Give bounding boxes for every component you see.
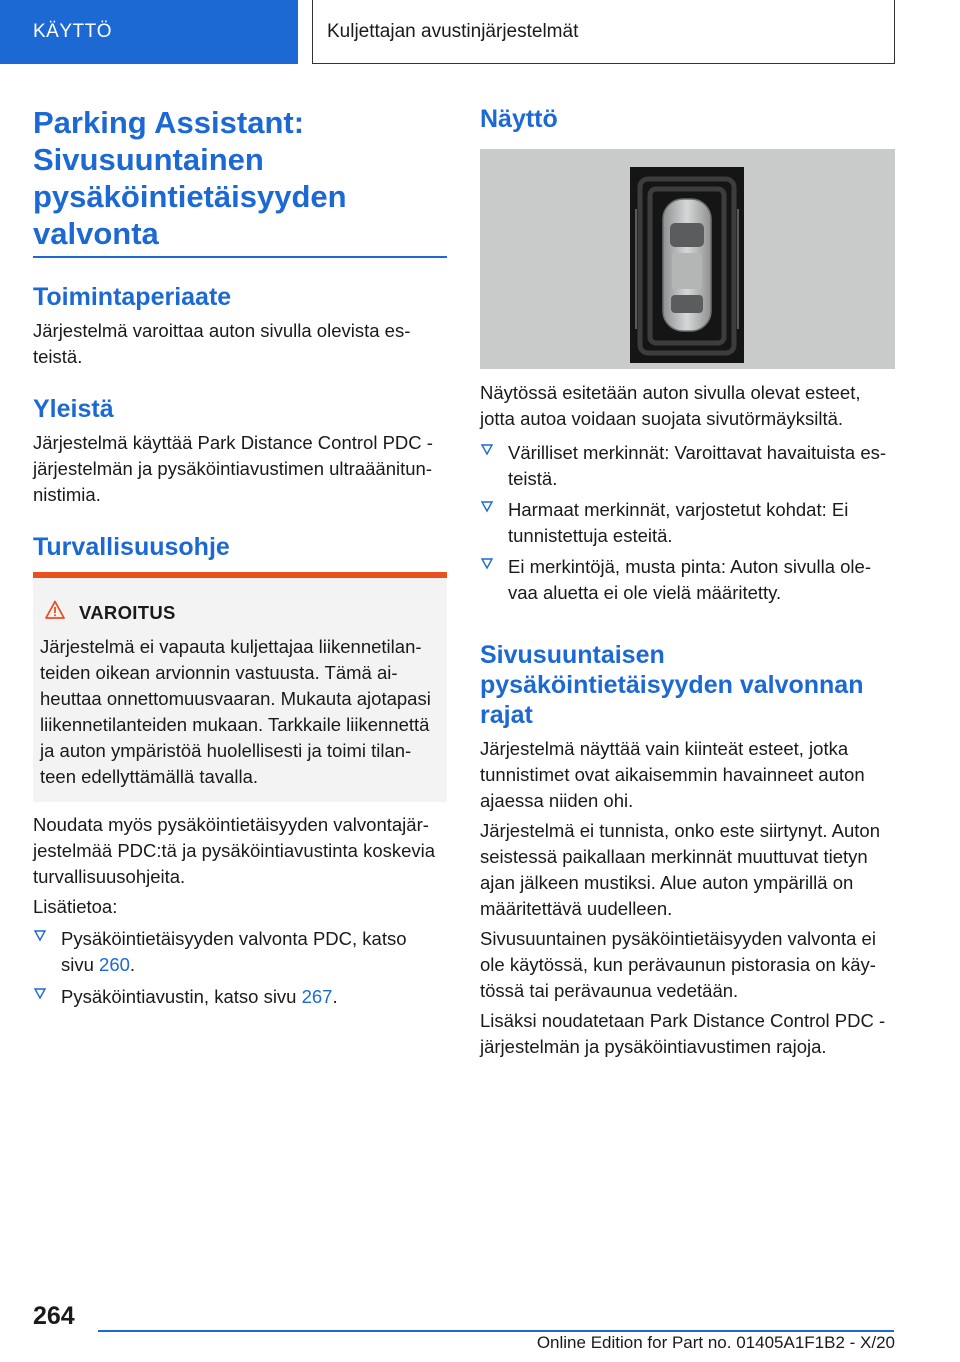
warning-text: Järjestelmä ei vapauta kuljettajaa liikennetilan-teiden oikean arvionnin vastuusta. Tämä ai-heuttaa onnettomuusvaaran. Mukauta ajotapasi liikennetilanteiden mukaan. Tarkkaile liikennettä ja auton ympäristöä huolellisesti ja toimi tilan-teen edellyttämällä tavalla. xyxy=(40,636,431,787)
principle-heading: Toimintaperiaate xyxy=(33,283,232,311)
triangle-bullet-icon xyxy=(480,499,494,513)
car-top-view-illustration xyxy=(480,149,895,369)
footer-divider xyxy=(98,1330,894,1332)
page-number: 264 xyxy=(33,1302,75,1330)
page-link-267[interactable]: 267 xyxy=(301,986,333,1007)
parking-display-image xyxy=(480,149,895,369)
principle-text: Järjestelmä varoittaa auton sivulla olevista es-teistä. xyxy=(33,320,411,367)
triangle-bullet-icon xyxy=(33,928,47,942)
display-heading: Näyttö xyxy=(480,105,558,133)
limits-heading: Sivusuuntaisen pysäköintietäisyyden valvonnan rajat xyxy=(480,641,864,729)
safety-heading: Turvallisuusohje xyxy=(33,533,230,561)
triangle-bullet-icon xyxy=(480,442,494,456)
general-heading: Yleistä xyxy=(33,395,114,423)
section-tab xyxy=(0,0,298,64)
chapter-label: Kuljettajan avustinjärjestelmät xyxy=(327,20,579,42)
triangle-bullet-icon xyxy=(33,986,47,1000)
limits-paragraph: Lisäksi noudatetaan Park Distance Control PDC -järjestelmän ja pysäköintiavustimen rajoja. xyxy=(480,1010,886,1057)
display-bullet-text: Harmaat merkinnät, varjostetut kohdat: Ei tunnistettuja esteitä. xyxy=(508,499,849,546)
ref-text: Pysäköintietäisyyden valvonta PDC, katso sivu xyxy=(61,928,407,975)
display-text: Näytössä esitetään auton sivulla olevat esteet, jotta autoa voidaan suojata sivutörmäyksiltä. xyxy=(480,382,861,429)
display-bullet-text: Ei merkintöjä, musta pinta: Auton sivulla ole-vaa aluetta ei ole vielä määritetty. xyxy=(508,556,871,603)
more-info-label: Lisätietoa: xyxy=(33,896,118,917)
limits-paragraph: Järjestelmä ei tunnista, onko este siirtynyt. Auton seistessä paikallaan merkinnät muuttuvat tietyn ajan jälkeen mustiksi. Alue auton ympärillä on määritettävä uudelleen. xyxy=(480,820,881,919)
warning-label: VAROITUS xyxy=(79,602,176,623)
title-divider xyxy=(33,256,447,258)
chapter-tab xyxy=(312,0,895,64)
section-label: KÄYTTÖ xyxy=(33,21,113,42)
page-title: Parking Assistant: Sivusuuntainen pysäköintietäisyyden valvonta xyxy=(33,105,347,251)
warning-box xyxy=(33,572,447,802)
limits-paragraph: Järjestelmä näyttää vain kiinteät esteet, jotka tunnistimet ovat aikaisemmin havainneet auton ajaessa niiden ohi. xyxy=(480,738,865,811)
general-text: Järjestelmä käyttää Park Distance Control PDC -järjestelmän ja pysäköintiavustimen ultraäänitun-nistimia. xyxy=(33,432,433,505)
ref-text: Pysäköintiavustin, katso sivu xyxy=(61,986,302,1007)
ref-suffix: . xyxy=(129,954,136,975)
triangle-bullet-icon xyxy=(480,556,494,570)
limits-paragraph: Sivusuuntainen pysäköintietäisyyden valvonta ei ole käytössä, kun perävaunun pistorasia on käy-tössä tai perävaunua vedetään. xyxy=(480,928,876,1001)
warning-triangle-icon xyxy=(45,600,65,620)
ref-suffix: . xyxy=(332,986,338,1007)
display-bullet-text: Värilliset merkinnät: Varoittavat havaituista es-teistä. xyxy=(508,442,887,489)
page-link-260[interactable]: 260 xyxy=(99,954,130,975)
edition-text: Online Edition for Part no. 01405A1F1B2 - X/20 xyxy=(536,1333,895,1352)
observe-text: Noudata myös pysäköintietäisyyden valvontajär-jestelmää PDC:tä ja pysäköintiavustinta koskevia turvallisuusohjeita. xyxy=(33,814,436,887)
